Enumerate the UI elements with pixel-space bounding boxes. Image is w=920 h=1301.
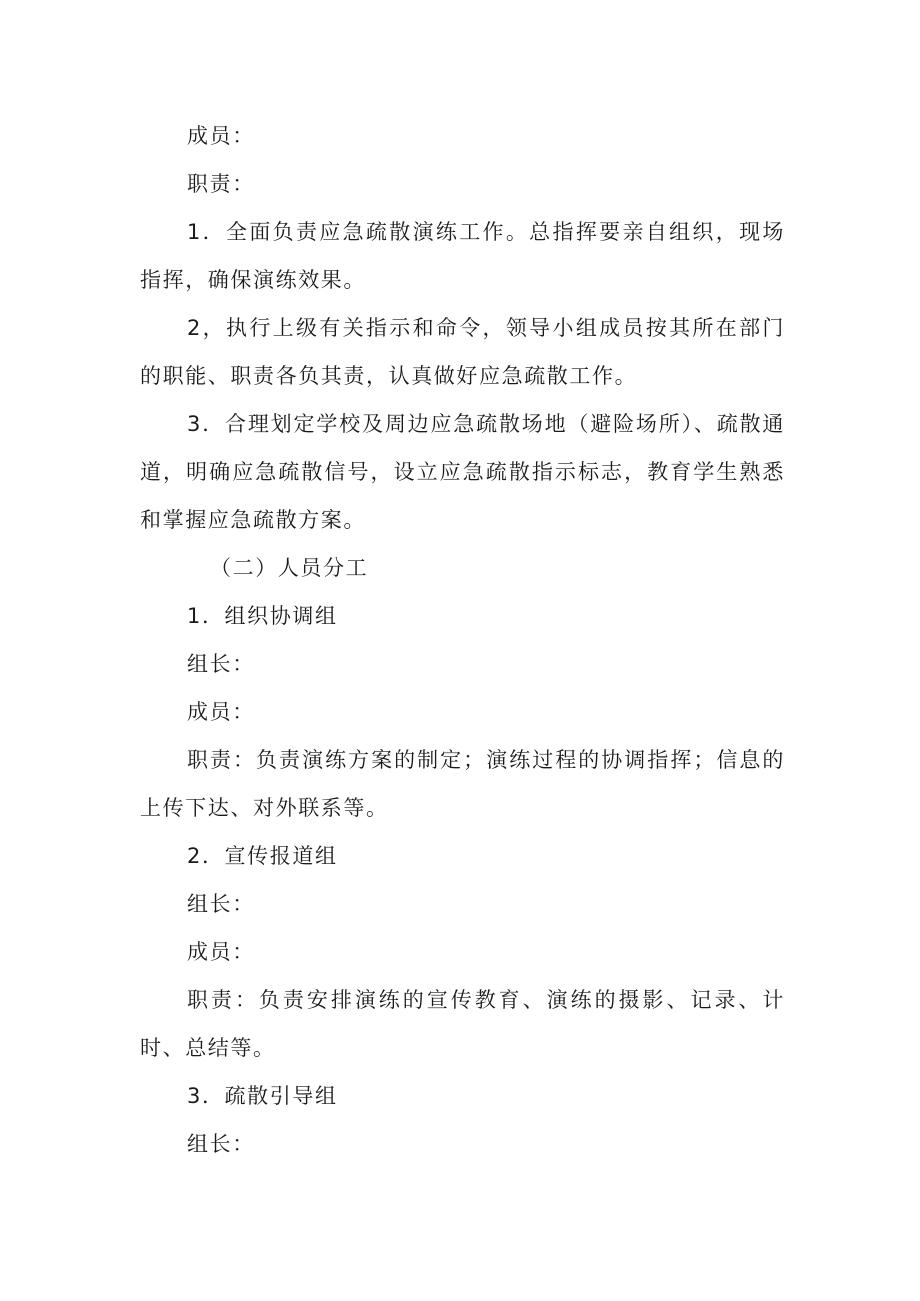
paragraph-group-members: 成员： [187,700,255,724]
paragraph-duty-2: 2，执行上级有关指示和命令，领导小组成员按其所在部门的职能、职责各负其责，认真做好应急疏散工作。 [140,316,785,388]
paragraph-duty-3: 3．合理划定学校及周边应急疏散场地（避险场所）、疏散通道，明确应急疏散信号，设立应急疏散指示标志，教育学生熟悉和掌握应急疏散方案。 [140,412,785,532]
paragraph-duty-1: 1．全面负责应急疏散演练工作。总指挥要亲自组织，现场指挥，确保演练效果。 [140,220,785,292]
section-heading-staff-division: （二）人员分工 [210,556,369,580]
paragraph-duties: 职责： [187,172,255,196]
paragraph-group-members: 成员： [187,940,255,964]
paragraph-group-duties: 职责：负责安排演练的宣传教育、演练的摄影、记录、计时、总结等。 [140,988,785,1060]
paragraph-group-leader: 组长： [187,652,255,676]
paragraph-group-leader: 组长： [187,1132,255,1156]
group-heading-publicity: 2．宣传报道组 [187,844,338,868]
paragraph-group-leader: 组长： [187,892,255,916]
group-heading-coordination: 1．组织协调组 [187,604,338,628]
group-heading-evacuation: 3．疏散引导组 [187,1084,338,1108]
paragraph-group-duties: 职责：负责演练方案的制定；演练过程的协调指挥；信息的上传下达、对外联系等。 [140,748,785,820]
document-body [140,112,785,1168]
paragraph-members: 成员： [187,124,255,148]
